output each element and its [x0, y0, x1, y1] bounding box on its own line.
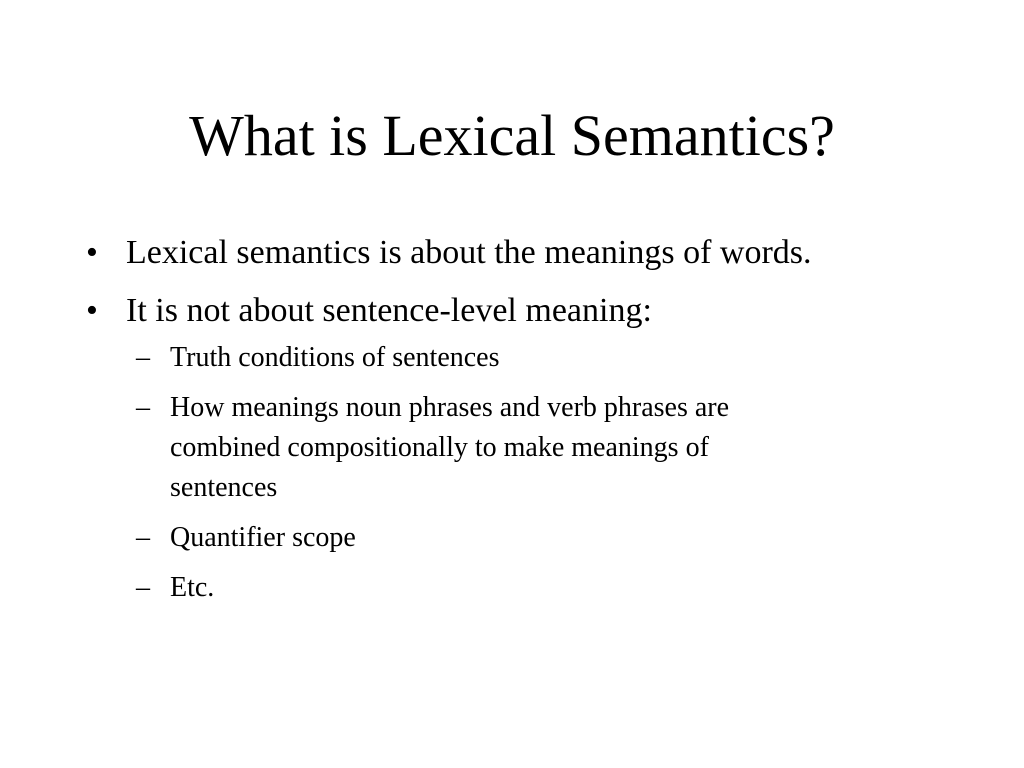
bullet-marker: • [86, 292, 98, 329]
sub-bullet-text: Truth conditions of sentences [170, 342, 500, 373]
sub-bullet-item [136, 388, 820, 508]
slide-title: What is Lexical Semantics? [189, 103, 835, 168]
sub-bullet-text: Quantifier scope [170, 522, 356, 553]
bullet-list [86, 230, 966, 620]
bullet-item [86, 230, 966, 276]
dash-marker: – [136, 342, 150, 373]
sub-bullet-text: Etc. [170, 572, 215, 603]
bullet-text: It is not about sentence-level meaning: [126, 292, 652, 329]
bullet-text: Lexical semantics is about the meanings of words. [126, 234, 812, 271]
sub-bullet-item [136, 518, 820, 558]
sub-bullet-list [126, 338, 966, 608]
bullet-item [86, 288, 966, 608]
sub-bullet-item [136, 338, 820, 378]
dash-marker: – [136, 522, 150, 553]
sub-bullet-item [136, 568, 820, 608]
bullet-marker: • [86, 234, 98, 271]
dash-marker: – [136, 392, 150, 423]
sub-bullet-text: How meanings noun phrases and verb phrases are combined compositionally to make meanings of sentences [170, 392, 730, 503]
dash-marker: – [136, 572, 150, 603]
